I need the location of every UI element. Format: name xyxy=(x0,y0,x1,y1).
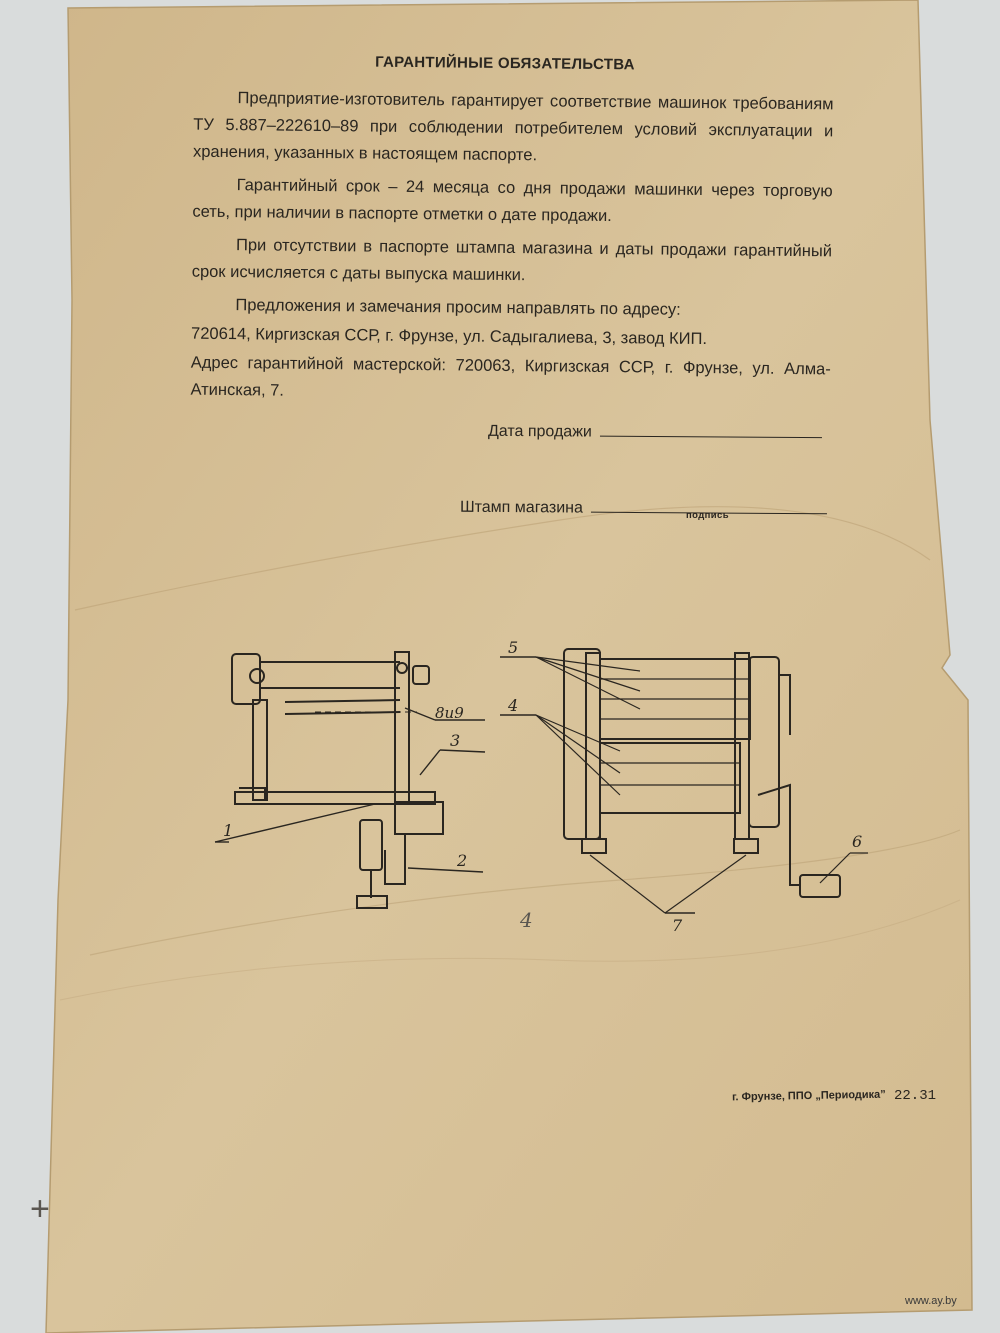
sale-date-field xyxy=(488,423,822,443)
site-watermark: www.ay.by xyxy=(905,1295,957,1307)
label-4: 4 xyxy=(508,696,519,715)
shop-stamp-label: Штамп магазина xyxy=(459,498,584,517)
handwritten-page-mark: 4 xyxy=(520,908,533,932)
sale-date-line xyxy=(600,436,822,439)
label-3: 3 xyxy=(450,731,461,750)
warranty-text xyxy=(190,85,833,417)
shop-stamp-field xyxy=(460,499,828,520)
label-1: 1 xyxy=(223,821,234,840)
paragraph-no-stamp: При отсутствии в паспорте штампа магазина и даты продажи гарантийный срок исчисляется с даты выпуска машинки. xyxy=(191,236,833,285)
sale-date-label: Дата продажи xyxy=(487,422,592,441)
paragraph-warranty-period: Гарантийный срок – 24 месяца со дня продажи машинки через торговую сеть, при наличии в паспорте отметки о дате продажи. xyxy=(192,176,833,226)
machine-diagram xyxy=(490,635,870,935)
label-7: 7 xyxy=(672,916,683,935)
label-6: 6 xyxy=(852,832,863,851)
label-5: 5 xyxy=(508,638,519,657)
frame-diagram xyxy=(195,640,505,920)
label-8-9: 8и9 xyxy=(435,704,464,722)
paragraph-feedback: Предложения и замечания просим направлять по адресу: xyxy=(235,296,681,319)
label-2: 2 xyxy=(457,851,468,870)
handwritten-corner-mark: + xyxy=(30,1190,50,1228)
print-code: 22.31 xyxy=(894,1088,937,1104)
document-title: ГАРАНТИЙНЫЕ ОБЯЗАТЕЛЬСТВА xyxy=(375,53,635,74)
paragraph-compliance: Предприятие-изготовитель гарантирует соответствие машинок требованиям ТУ 5.887–222610–89 при соблюдении потребителем условий эксплуатации и хранения, указанных в настоящем паспорте. xyxy=(192,89,834,165)
paragraph-workshop-address: Адрес гарантийной мастерской: 720063, Киргизская ССР, г. Фрунзе, ул. Алма-Атинская, 7. xyxy=(190,353,831,400)
paragraph-address: 720614, Киргизская ССР, г. Фрунзе, ул. Садыгалиева, 3, завод КИП. xyxy=(191,324,708,349)
signature-caption: подпись xyxy=(686,510,729,521)
printer-imprint: г. Фрунзе, ППО „Периодика” xyxy=(731,1088,886,1104)
